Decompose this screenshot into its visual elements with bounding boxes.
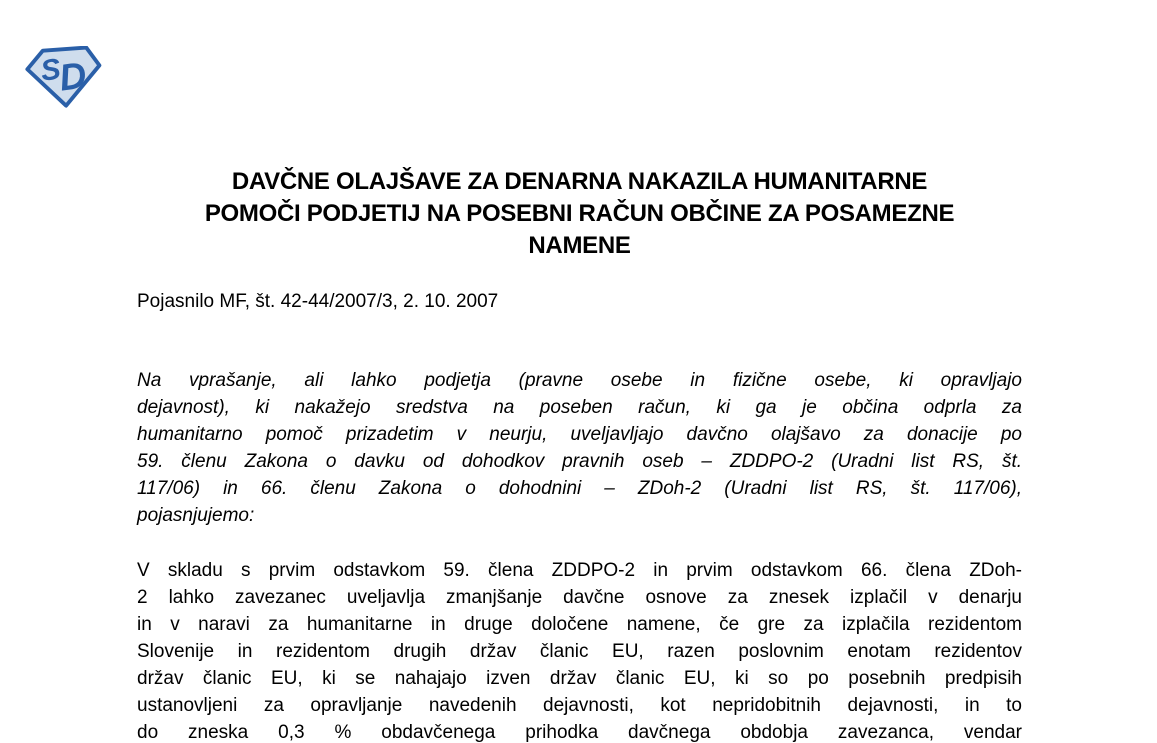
paragraph-line: držav članic EU, ki se nahajajo izven držav članic EU, ki so po posebnih predpisih	[137, 668, 1022, 689]
paragraph-line: 2 lahko zavezanec uveljavlja zmanjšanje davčne osnove za znesek izplačil v denarju	[137, 587, 1022, 608]
sd-logo	[24, 46, 102, 108]
answer-paragraph	[137, 557, 1022, 743]
paragraph-line: humanitarno pomoč prizadetim v neurju, uveljavljajo davčno olajšavo za donacije po	[137, 424, 1022, 445]
document-reference: Pojasnilo MF, št. 42-44/2007/3, 2. 10. 2007	[137, 291, 499, 312]
document-title	[137, 166, 1022, 262]
paragraph-line: 117/06) in 66. členu Zakona o dohodnini – ZDoh-2 (Uradni list RS, št. 117/06),	[137, 478, 1022, 499]
paragraph-line: pojasnjujemo:	[137, 505, 255, 526]
paragraph-line: Na vprašanje, ali lahko podjetja (pravne osebe in fizične osebe, ki opravljajo	[137, 370, 1022, 391]
logo-letter-d: D	[56, 53, 90, 99]
paragraph-line: V skladu s prvim odstavkom 59. člena ZDDPO-2 in prvim odstavkom 66. člena ZDoh-	[137, 560, 1022, 581]
title-line: DAVČNE OLAJŠAVE ZA DENARNA NAKAZILA HUMANITARNE	[231, 168, 928, 195]
paragraph-line: dejavnost), ki nakažejo sredstva na poseben račun, ki ga je občina odprla za	[137, 397, 1022, 418]
title-line: POMOČI PODJETIJ NA POSEBNI RAČUN OBČINE ZA POSAMEZNE	[204, 200, 955, 227]
title-line: NAMENE	[528, 232, 631, 259]
paragraph-line: Slovenije in rezidentom drugih držav članic EU, razen poslovnim enotam rezidentov	[137, 641, 1022, 662]
paragraph-line: ustanovljeni za opravljanje navedenih dejavnosti, kot nepridobitnih dejavnosti, in to	[137, 695, 1022, 716]
paragraph-line: 59. členu Zakona o davku od dohodkov pravnih oseb – ZDDPO-2 (Uradni list RS, št.	[137, 451, 1022, 472]
logo-letter-s: S	[38, 52, 63, 88]
paragraph-line: do zneska 0,3 % obdavčenega prihodka davčnega obdobja zavezanca, vendar	[137, 722, 1022, 743]
paragraph-line: in v naravi za humanitarne in druge določene namene, če gre za izplačila rezidentom	[137, 614, 1022, 635]
question-paragraph	[137, 367, 1022, 529]
